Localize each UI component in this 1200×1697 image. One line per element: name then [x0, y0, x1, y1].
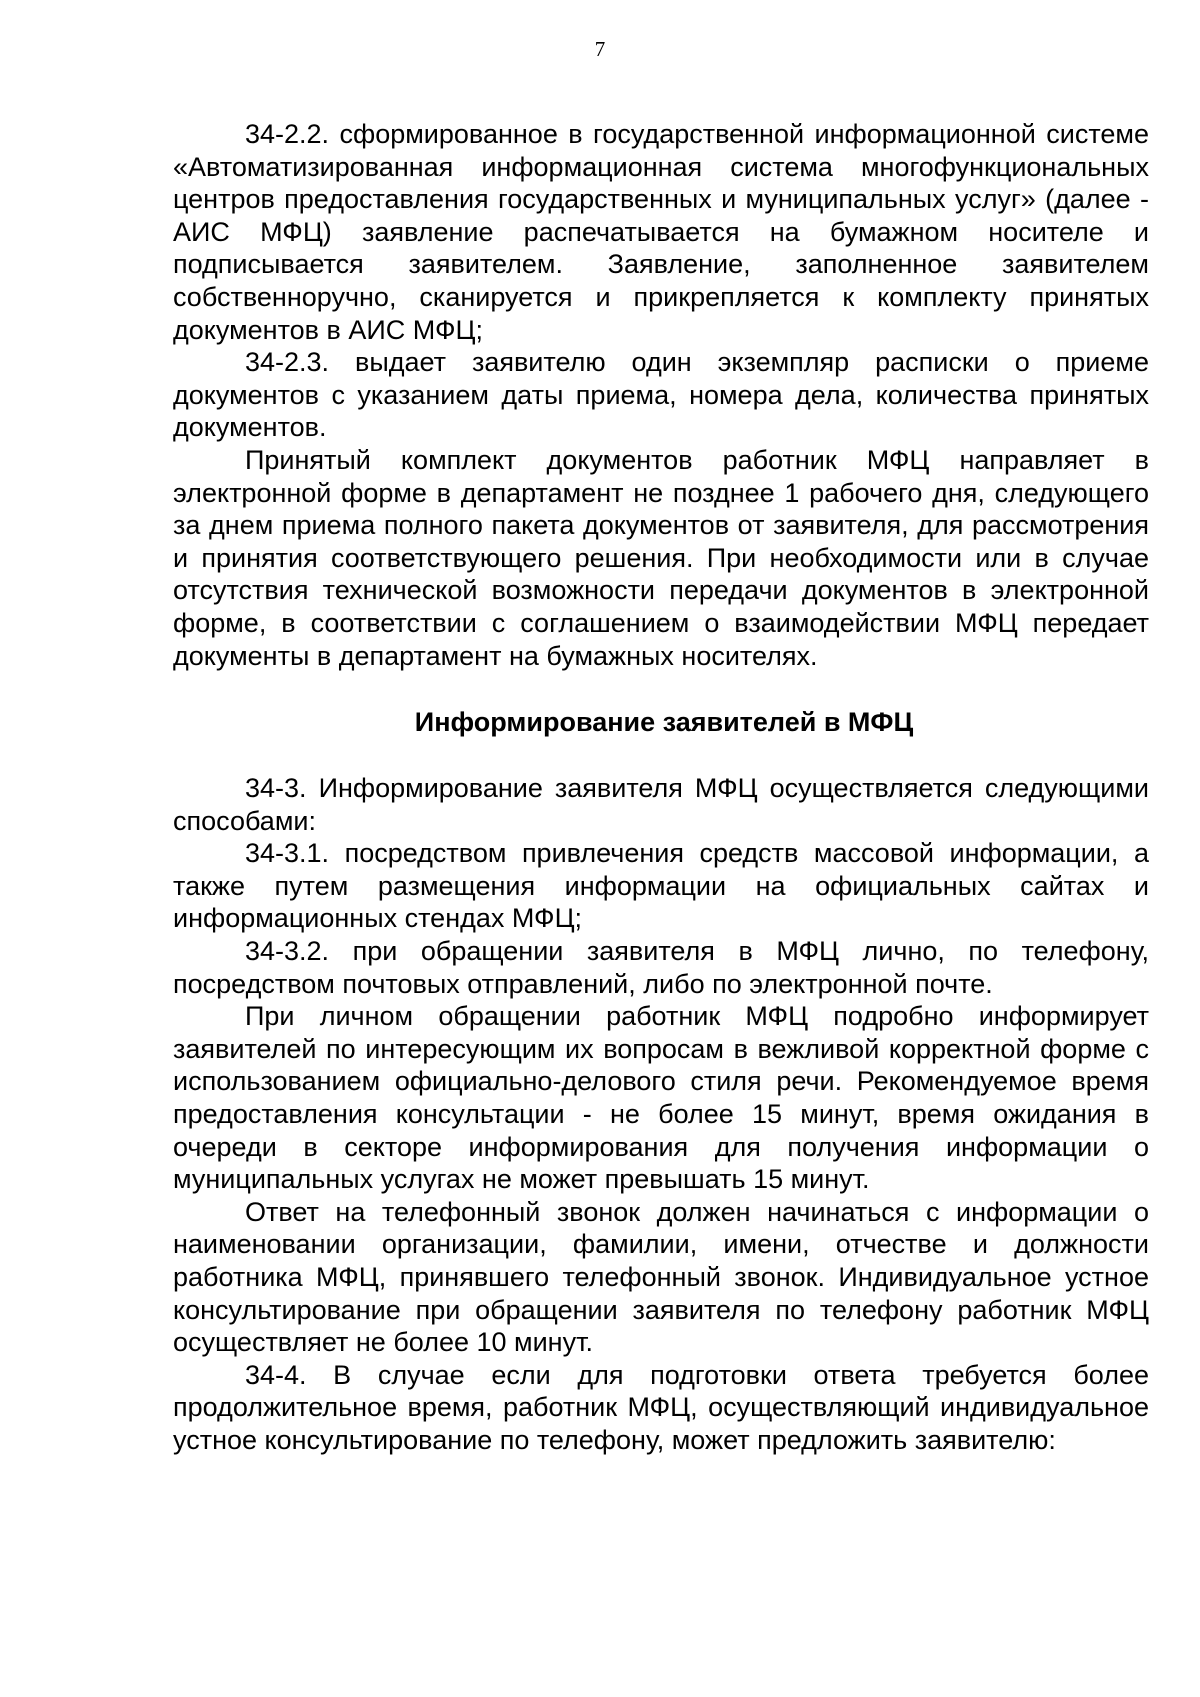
section-heading: Информирование заявителей в МФЦ: [414, 707, 914, 738]
paragraph-34-3-2: 34-3.2. при обращении заявителя в МФЦ лично, по телефону, посредством почтовых отправлений, либо по электронной почте.: [173, 936, 1149, 999]
page-number: 7: [594, 37, 606, 61]
paragraph-personal-consultation: При личном обращении работник МФЦ подробно информирует заявителей по интересующим их вопросам в вежливой корректной форме с использованием официально-делового стиля речи. Рекомендуемое время предоставления консультации - не более 15 минут, время ожидания в очереди в секторе информирования для получения информации о муниципальных услугах не может превышать 15 минут.: [173, 1001, 1149, 1195]
document-body: [173, 118, 1149, 1457]
paragraph-34-2-2: 34-2.2. сформированное в государственной информационной системе «Автоматизированная информационная система многофункциональных центров предоставления государственных и муниципальных услуг» (далее - АИС МФЦ) заявление распечатывается на бумажном носителе и подписывается заявителем. Заявление, заполненное заявителем собственноручно, сканируется и прикрепляется к комплекту принятых документов в АИС МФЦ;: [173, 119, 1149, 345]
paragraph-34-2-3: 34-2.3. выдает заявителю один экземпляр расписки о приеме документов с указанием даты приема, номера дела, количества принятых документов.: [173, 347, 1149, 443]
paragraph-phone-consultation: Ответ на телефонный звонок должен начинаться с информации о наименовании организации, фамилии, имени, отчестве и должности работника МФЦ, принявшего телефонный звонок. Индивидуальное устное консультирование при обращении заявителя по телефону работник МФЦ осуществляет не более 10 минут.: [173, 1196, 1149, 1358]
paragraph-34-3: 34-3. Информирование заявителя МФЦ осуществляется следующими способами:: [173, 773, 1149, 836]
paragraph-document-transfer: Принятый комплект документов работник МФЦ направляет в электронной форме в департамент не позднее 1 рабочего дня, следующего за днем приема полного пакета документов от заявителя, для рассмотрения и принятия соответствующего решения. При необходимости или в случае отсутствия технической возможности передачи документов в электронной форме, в соответствии с соглашением о взаимодействии МФЦ передает документы в департамент на бумажных носителях.: [173, 444, 1149, 671]
paragraph-34-3-1: 34-3.1. посредством привлечения средств массовой информации, а также путем размещения информации на официальных сайтах и информационных стендах МФЦ;: [173, 838, 1149, 934]
paragraph-34-4: 34-4. В случае если для подготовки ответа требуется более продолжительное время, работник МФЦ, осуществляющий индивидуальное устное консультирование по телефону, может предложить заявителю:: [173, 1359, 1149, 1455]
